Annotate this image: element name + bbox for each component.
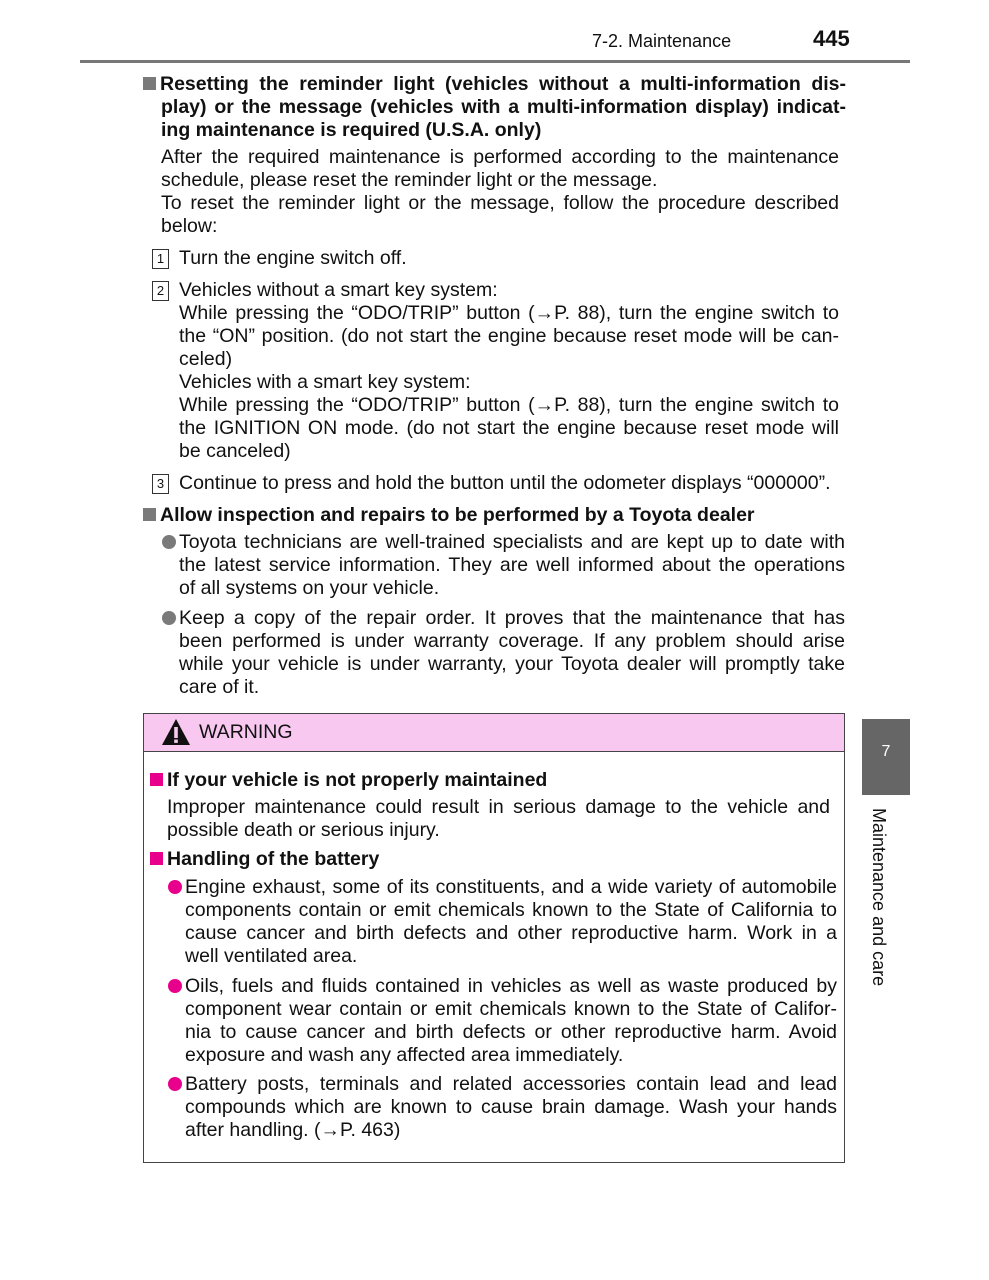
page-number: 445 (813, 26, 850, 51)
reset-heading-line-2: play) or the message (vehicles with a multi-information display) indicat- (161, 96, 846, 118)
warning-header (144, 714, 844, 752)
warning-text-1 (167, 796, 830, 842)
bullet-line: exposure and wash any affected area immediately. (185, 1044, 624, 1066)
step-line: Continue to press and hold the button until the odometer displays “000000”. (179, 472, 831, 494)
intro-line: To reset the reminder light or the message, follow the procedure described (161, 192, 839, 214)
bullet-line: Toyota technicians are well-trained specialists and are kept up to date with (162, 531, 845, 554)
bullet-icon (162, 611, 176, 625)
bullet-icon (168, 880, 182, 894)
warning-heading-1 (150, 769, 840, 792)
bullet-line: Oils, fuels and fluids contained in vehicles as well as waste produced by (168, 975, 837, 998)
bullet-line: cause cancer and birth defects and other reproductive harm. Work in a (185, 922, 837, 944)
step-line: While pressing the “ODO/TRIP” button (→P. 88), turn the engine switch to (179, 302, 839, 324)
bullet-icon (162, 535, 176, 549)
square-bullet-icon (150, 773, 163, 786)
warning-heading-line: Handling of the battery (150, 848, 840, 871)
warning-triangle-icon (161, 718, 191, 746)
dealer-bullet-2 (162, 607, 845, 699)
warning-heading-2 (150, 848, 840, 871)
battery-bullet-1 (168, 876, 837, 968)
chapter-label: Maintenance and care (869, 808, 889, 987)
bullet-line: after handling. (→P. 463) (185, 1119, 401, 1141)
warning-label: WARNING (199, 721, 293, 743)
bullet-line: components contain or emit chemicals known to the State of California to (185, 899, 837, 921)
reset-heading-line-3: ing maintenance is required (U.S.A. only) (161, 119, 542, 141)
bullet-line: Keep a copy of the repair order. It proves that the maintenance that has (162, 607, 845, 630)
warning-line: Improper maintenance could result in serious damage to the vehicle and (167, 796, 830, 818)
square-bullet-icon (150, 852, 163, 865)
battery-bullet-3 (168, 1073, 837, 1142)
warning-heading-line: If your vehicle is not properly maintained (150, 769, 840, 792)
bullet-line: well ventilated area. (185, 945, 358, 967)
step-line: celed) (179, 348, 233, 370)
step-2-text (179, 279, 839, 463)
step-number-2: 2 (152, 281, 169, 301)
step-line: be canceled) (179, 440, 291, 462)
step-number-3: 3 (152, 474, 169, 494)
battery-bullet-2 (168, 975, 837, 1067)
section-title: 7-2. Maintenance (592, 31, 732, 51)
bullet-line: nia to cause cancer and birth defects or other reproductive harm. Avoid (185, 1021, 837, 1043)
reset-intro (161, 146, 839, 238)
warning-line: possible death or serious injury. (167, 819, 440, 841)
intro-line: After the required maintenance is performed according to the maintenance (161, 146, 839, 168)
bullet-line: Battery posts, terminals and related accessories contain lead and lead (168, 1073, 837, 1096)
chapter-number: 7 (881, 743, 891, 760)
dealer-heading (143, 504, 846, 527)
header-divider (80, 60, 910, 63)
step-line: Vehicles with a smart key system: (179, 371, 471, 393)
bullet-line: of all systems on your vehicle. (179, 577, 440, 599)
step-line: Turn the engine switch off. (179, 247, 407, 269)
reset-heading-line-1: Resetting the reminder light (vehicles without a multi-information dis- (143, 73, 846, 96)
step-1-text (179, 247, 839, 270)
step-number-1: 1 (152, 249, 169, 269)
bullet-icon (168, 1077, 182, 1091)
step-line: the IGNITION ON mode. (do not start the engine because reset mode will (179, 417, 839, 439)
bullet-line: while your vehicle is under warranty, your Toyota dealer will promptly take (179, 653, 845, 675)
step-line: While pressing the “ODO/TRIP” button (→P. 88), turn the engine switch to (179, 394, 839, 416)
bullet-icon (168, 979, 182, 993)
bullet-line: care of it. (179, 676, 260, 698)
step-line: the “ON” position. (do not start the engine because reset mode will be can- (179, 325, 839, 347)
bullet-line: compounds which are known to cause brain damage. Wash your hands (185, 1096, 837, 1118)
intro-line: schedule, please reset the reminder light or the message. (161, 169, 658, 191)
step-line: Vehicles without a smart key system: (179, 279, 498, 301)
dealer-heading-line: Allow inspection and repairs to be performed by a Toyota dealer (143, 504, 846, 527)
bullet-line: the latest service information. They are well informed about the operations (179, 554, 845, 576)
reset-heading (143, 73, 846, 142)
intro-line: below: (161, 215, 218, 237)
chapter-tab (862, 719, 910, 795)
square-bullet-icon (143, 77, 156, 90)
bullet-line: been performed is under warranty coverage. If any problem should arise (179, 630, 845, 652)
dealer-bullet-1 (162, 531, 845, 600)
step-3-text (179, 472, 849, 495)
bullet-line: component wear contain or emit chemicals known to the State of Califor- (185, 998, 837, 1020)
square-bullet-icon (143, 508, 156, 521)
bullet-line: Engine exhaust, some of its constituents, and a wide variety of automobile (168, 876, 837, 899)
